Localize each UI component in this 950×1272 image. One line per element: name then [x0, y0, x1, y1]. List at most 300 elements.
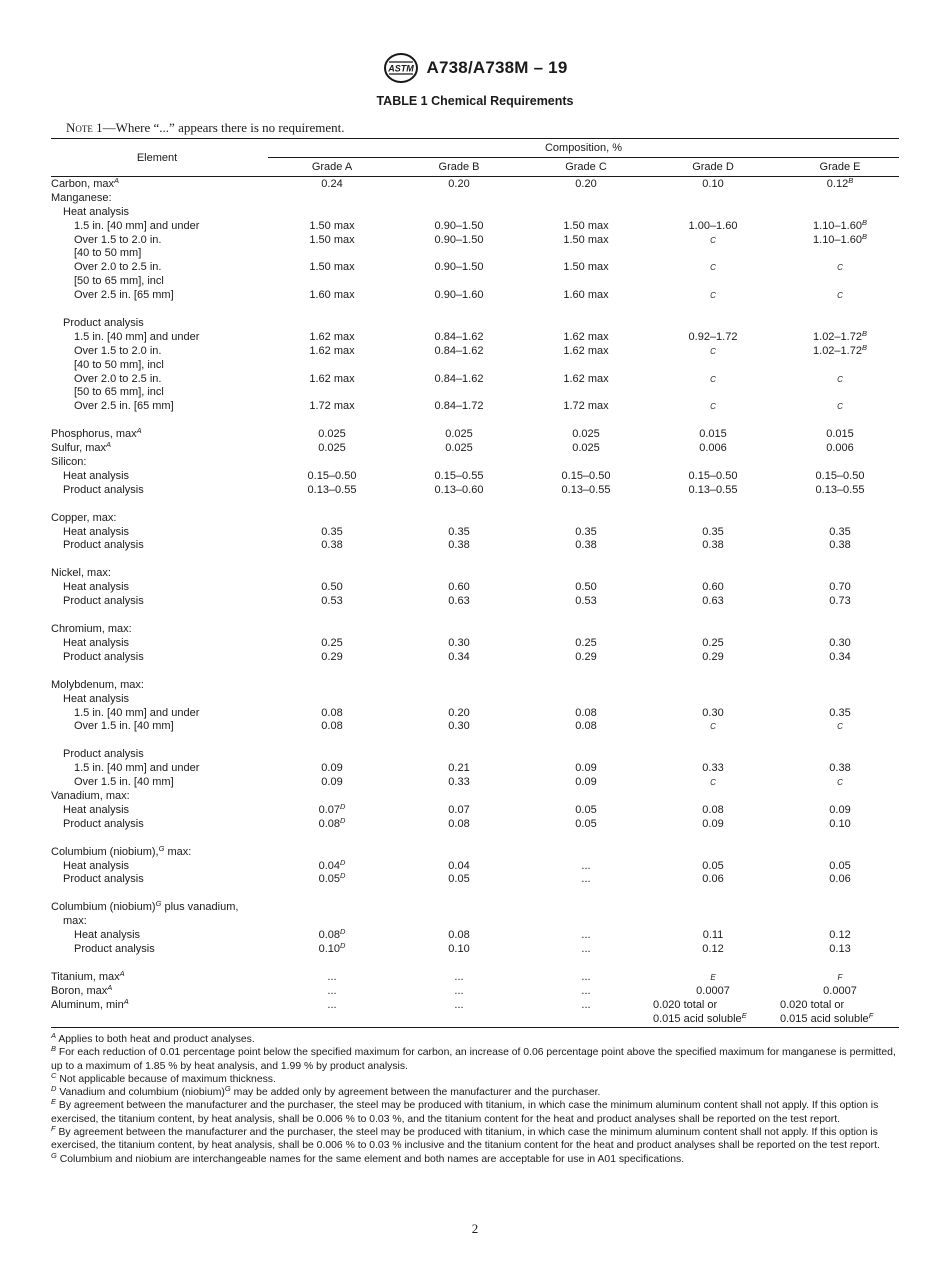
grade-d-cell — [653, 929, 773, 943]
row-label — [74, 234, 161, 248]
grade-d-cell — [653, 804, 773, 818]
grade-b-cell — [399, 345, 519, 359]
cell-value: 0.35 — [448, 525, 470, 538]
grade-c-cell — [526, 484, 646, 498]
footnote-mark: G — [51, 1150, 57, 1160]
cell-value: ... — [581, 929, 591, 942]
cell-value: 0.05 — [318, 873, 340, 886]
table-row — [0, 526, 950, 540]
grade-d-cell — [653, 331, 773, 345]
table-row — [0, 342, 950, 359]
row-label — [74, 331, 199, 345]
cell-value: ... — [581, 942, 591, 955]
grade-a-cell — [272, 428, 392, 442]
table-row — [0, 231, 950, 248]
grade-c-cell — [526, 428, 646, 442]
row-label-text: Product analysis — [63, 650, 144, 663]
grade-a-cell — [272, 220, 392, 234]
footnote-text: Applies to both heat and product analyses. — [58, 1034, 255, 1045]
footnote-ref: B — [861, 342, 867, 352]
cell-value: 0.04 — [318, 859, 340, 872]
cell-value: 0.05 — [575, 817, 597, 830]
grade-c-cell — [526, 985, 646, 999]
row-label — [51, 623, 132, 637]
footnote-ref: D — [340, 801, 346, 811]
grade-b-cell — [399, 442, 519, 456]
row-label — [63, 539, 144, 553]
grade-b-cell — [399, 261, 519, 275]
cell-value: 0.0007 — [696, 984, 730, 997]
table-row — [0, 637, 950, 651]
row-label — [74, 386, 164, 400]
row-label — [51, 968, 125, 985]
grade-c-cell — [526, 178, 646, 192]
grade-d-cell — [653, 234, 773, 248]
row-label-text: Product analysis — [63, 748, 144, 761]
astm-logo-icon — [383, 52, 419, 84]
grade-e-cell — [780, 651, 900, 665]
cell-value: 0.38 — [575, 539, 597, 552]
grade-d-cell — [653, 470, 773, 484]
cell-value: 0.25 — [321, 636, 343, 649]
cell-value: 0.30 — [448, 720, 470, 733]
row-label-text: max: — [63, 915, 87, 928]
row-label-text: Boron, max — [51, 984, 108, 997]
row-label-suffix: plus vanadium, — [161, 901, 239, 914]
cell-value: 0.30 — [448, 636, 470, 649]
row-label-text: Carbon, max — [51, 178, 114, 190]
cell-value: 0.53 — [321, 595, 343, 608]
row-label — [51, 192, 112, 206]
grade-a-cell — [272, 776, 392, 790]
footnotes — [51, 1033, 900, 1166]
footnote-ref: C — [837, 402, 843, 412]
row-label — [51, 679, 144, 693]
row-label-text: Over 1.5 in. [40 mm] — [74, 720, 174, 733]
row-label-text: Sulfur, max — [51, 442, 107, 455]
grade-b-cell — [399, 929, 519, 943]
cell-value: 1.50 max — [563, 261, 609, 274]
grade-c-cell — [526, 873, 646, 887]
row-label — [63, 206, 129, 220]
grade-b-cell — [399, 707, 519, 721]
cell-value: 0.33 — [702, 762, 724, 775]
cell-value: 0.90–1.50 — [434, 261, 484, 274]
cell-value: ... — [581, 998, 591, 1011]
grade-a-cell — [272, 470, 392, 484]
row-label — [63, 873, 144, 887]
cell-value: 0.15–0.50 — [561, 469, 611, 482]
table-row — [0, 373, 950, 387]
grade-a-cell — [272, 581, 392, 595]
logo-text: ASTM — [387, 63, 414, 74]
grade-e-cell — [780, 484, 900, 498]
grade-b-cell — [399, 776, 519, 790]
table-row — [0, 261, 950, 275]
footnote-mark: A — [51, 1031, 57, 1040]
row-label — [51, 456, 86, 470]
grade-c-cell — [526, 971, 646, 985]
row-label — [74, 762, 199, 776]
row-label-text: Vanadium, max: — [51, 789, 130, 802]
footnote-e — [51, 1099, 900, 1126]
cell-value: 0.25 — [702, 636, 724, 649]
row-label — [74, 929, 140, 943]
table-row — [0, 651, 950, 665]
cell-value: 0.015 acid soluble — [653, 1012, 742, 1025]
row-label-text: Product analysis — [74, 942, 155, 955]
cell-value: 0.05 — [448, 873, 470, 886]
grade-b-cell — [399, 762, 519, 776]
table-row — [0, 328, 950, 345]
grade-c-cell — [526, 720, 646, 734]
footnote-text: Columbium and niobium are interchangeable names for the same element and both names are acceptable for use in A01 specifications. — [59, 1153, 685, 1165]
grade-b-cell — [399, 985, 519, 999]
grade-b-cell — [399, 428, 519, 442]
footnote-ref: A — [113, 176, 119, 185]
cell-value: 0.11 — [702, 929, 724, 942]
row-label-text: 1.5 in. [40 mm] and under — [74, 762, 200, 775]
table-row — [0, 217, 950, 234]
footnote-text: By agreement between the manufacturer and the purchaser, the steel may be produced with titanium, in which case the minimum aluminum content shall not apply. If this option is exercised, the titanium content, by heat analysis, shall be 0.006 % to 0.03 % inclusive and the titanium content for the heat and product analyses shall be reported on the test report. — [51, 1127, 880, 1152]
table-row — [0, 857, 950, 874]
row-label-text: Copper, max: — [51, 511, 117, 524]
table-title: TABLE 1 Chemical Requirements — [376, 94, 574, 108]
row-label — [51, 843, 192, 860]
cell-value: 0.08 — [702, 803, 724, 816]
cell-value: 0.84–1.72 — [434, 400, 484, 413]
cell-value: 0.20 — [448, 178, 470, 190]
cell-value: 1.50 max — [563, 219, 609, 232]
cell-value: 0.10 — [318, 942, 340, 955]
cell-value: 0.12 — [826, 178, 849, 190]
grade-b-cell — [399, 595, 519, 609]
footnote-ref: A — [107, 982, 113, 992]
grade-b-cell — [399, 637, 519, 651]
row-label — [51, 512, 116, 526]
grade-d-cell — [653, 776, 773, 790]
grade-b-cell — [399, 400, 519, 414]
grade-e-cell — [780, 231, 900, 248]
table-row — [0, 386, 950, 400]
cell-value: 0.15–0.50 — [815, 469, 865, 482]
row-spacer — [0, 303, 950, 317]
row-label-text: Heat analysis — [63, 803, 130, 816]
table-row — [0, 929, 950, 943]
grade-d-cell — [653, 595, 773, 609]
grade-a-cell — [272, 651, 392, 665]
grade-e-cell — [780, 637, 900, 651]
cell-value: 1.50 max — [563, 233, 609, 246]
cell-value: ... — [581, 984, 591, 997]
row-label-text: Heat analysis — [63, 636, 130, 649]
table-row — [0, 915, 950, 929]
footnote-ref: C — [710, 263, 716, 273]
grade-c-cell — [526, 442, 646, 456]
grade-a-cell — [272, 484, 392, 498]
row-label-text: Over 1.5 to 2.0 in. — [74, 233, 162, 246]
grade-e-cell — [780, 595, 900, 609]
footnote-ref: E — [710, 972, 716, 982]
row-label — [74, 289, 174, 303]
grade-a-cell — [272, 373, 392, 387]
cell-value: 0.35 — [829, 525, 851, 538]
grade-a-header: Grade A — [311, 161, 353, 173]
row-spacer — [0, 832, 950, 846]
table-row — [0, 707, 950, 721]
row-label-text: Product analysis — [63, 317, 144, 330]
table-row — [0, 595, 950, 609]
table-row — [0, 317, 950, 331]
cell-value: 0.04 — [448, 859, 470, 872]
grade-d-cell — [653, 178, 773, 192]
cell-value: 0.38 — [829, 762, 851, 775]
grade-e-cell — [780, 1010, 906, 1027]
grade-b-cell — [399, 484, 519, 498]
cell-value: 0.84–1.62 — [434, 344, 484, 357]
grade-b-cell — [399, 526, 519, 540]
footnote-ref: B — [861, 231, 867, 241]
cell-value: 0.13–0.55 — [561, 483, 611, 496]
cell-value: 0.12 — [702, 942, 724, 955]
table-row — [0, 901, 950, 915]
row-label — [51, 790, 130, 804]
cell-value: 0.29 — [702, 650, 724, 663]
grade-e-cell — [780, 762, 900, 776]
footnote-ref: C — [837, 722, 843, 732]
grade-a-cell — [272, 331, 392, 345]
cell-value: 0.53 — [575, 595, 597, 608]
footnote-ref: F — [837, 972, 843, 982]
table-row — [0, 456, 950, 470]
grade-c-cell — [526, 999, 646, 1013]
row-label — [63, 595, 144, 609]
row-label-text: Over 2.0 to 2.5 in. — [74, 372, 162, 385]
cell-value: 1.50 max — [309, 219, 355, 232]
page-number: 2 — [471, 1221, 479, 1236]
grade-c-cell — [526, 776, 646, 790]
cell-value: 1.62 max — [309, 372, 355, 385]
grade-e-cell — [780, 873, 900, 887]
cell-value: 0.38 — [702, 539, 724, 552]
cell-value: 0.60 — [702, 581, 724, 594]
cell-value: 0.015 — [826, 428, 854, 441]
footnote-ref: C — [837, 263, 843, 273]
table-row — [0, 567, 950, 581]
row-label — [63, 581, 129, 595]
cell-value: 0.73 — [829, 595, 851, 608]
cell-value: 0.38 — [829, 539, 851, 552]
footnote-ref: A — [106, 440, 112, 450]
cell-value: 0.015 — [699, 428, 727, 441]
grade-c-cell — [526, 373, 646, 387]
cell-value: 0.29 — [575, 650, 597, 663]
row-label-text: Over 2.5 in. [65 mm] — [74, 400, 174, 413]
grade-d-cell — [653, 818, 773, 832]
row-label-text: 1.5 in. [40 mm] and under — [74, 330, 200, 343]
row-label-text: Over 1.5 to 2.0 in. — [74, 344, 162, 357]
grade-e-cell — [780, 442, 900, 456]
footnote-ref: D — [340, 871, 346, 881]
footnote-ref: G — [155, 899, 162, 909]
table-note — [66, 120, 344, 136]
cell-value: 0.025 — [318, 428, 346, 441]
cell-value: 0.10 — [829, 817, 851, 830]
footnote-ref: E — [741, 1010, 747, 1020]
row-label — [74, 275, 164, 289]
row-label-text: Columbium (niobium) — [51, 901, 156, 914]
row-label — [63, 526, 129, 540]
grade-d-cell — [653, 539, 773, 553]
cell-value: 0.13–0.55 — [815, 483, 865, 496]
grade-b-cell — [399, 651, 519, 665]
grade-a-cell — [272, 178, 392, 192]
grade-b-cell — [399, 860, 519, 874]
footnote-ref: C — [710, 778, 716, 788]
cell-value: ... — [454, 998, 464, 1011]
grade-c-cell — [526, 526, 646, 540]
cell-value: 1.00–1.60 — [688, 219, 738, 232]
table-row — [0, 762, 950, 776]
grade-e-cell — [780, 400, 900, 414]
cell-value: 0.09 — [575, 776, 597, 789]
row-label-suffix: max: — [164, 845, 192, 858]
table-top-rule — [51, 138, 899, 139]
cell-value: 1.60 max — [309, 289, 355, 302]
grade-c-cell — [526, 804, 646, 818]
cell-value: 0.025 — [445, 442, 473, 455]
row-label — [63, 693, 129, 707]
row-label — [63, 804, 129, 818]
cell-value: 0.07 — [448, 803, 470, 816]
grade-c-cell — [526, 637, 646, 651]
cell-value: 1.62 max — [309, 330, 355, 343]
row-label-text: [40 to 50 mm] — [74, 247, 142, 260]
grade-a-cell — [272, 637, 392, 651]
cell-value: ... — [581, 859, 591, 872]
cell-value: 0.025 — [318, 442, 346, 455]
row-label — [51, 982, 113, 999]
row-label — [63, 637, 129, 651]
row-label — [74, 400, 174, 414]
cell-value: 0.020 total or — [653, 998, 718, 1011]
footnote-ref: C — [710, 235, 716, 245]
cell-value: 0.35 — [702, 525, 724, 538]
grade-e-cell — [780, 720, 900, 734]
row-label — [74, 707, 199, 721]
grade-d-cell — [653, 442, 773, 456]
cell-value: 0.63 — [448, 595, 470, 608]
cell-value: 1.62 max — [309, 344, 355, 357]
footnote-mark: G — [224, 1084, 231, 1094]
cell-value: 0.10 — [702, 178, 724, 190]
grade-b-cell — [399, 539, 519, 553]
footnote-ref: D — [340, 940, 346, 950]
table-row — [0, 192, 950, 206]
row-label-text: Product analysis — [63, 539, 144, 552]
footnote-ref: C — [837, 778, 843, 788]
grade-a-cell — [272, 539, 392, 553]
row-label — [51, 178, 119, 192]
row-spacer — [0, 957, 950, 971]
cell-value: 0.006 — [826, 442, 854, 455]
grade-b-cell — [399, 178, 519, 192]
row-label-text: Columbium (niobium), — [51, 845, 159, 858]
cell-value: 0.34 — [829, 650, 851, 663]
grade-a-cell — [272, 720, 392, 734]
row-label-text: Heat analysis — [74, 929, 141, 942]
note-prefix: Note 1 — [66, 120, 103, 135]
table-row — [0, 400, 950, 414]
grade-b-cell — [399, 331, 519, 345]
cell-value: 0.15–0.50 — [307, 469, 357, 482]
grade-d-cell — [653, 985, 773, 999]
grade-d-cell — [653, 345, 773, 359]
footnote-ref: C — [710, 722, 716, 732]
footnote-ref: A — [123, 996, 129, 1006]
grade-c-cell — [526, 818, 646, 832]
cell-value: 0.08 — [318, 817, 340, 830]
row-spacer — [0, 414, 950, 428]
grade-a-cell — [272, 442, 392, 456]
cell-value: 0.35 — [575, 525, 597, 538]
grade-d-cell — [653, 943, 773, 957]
row-label-text: Aluminum, min — [51, 998, 124, 1011]
grade-d-cell — [653, 484, 773, 498]
grade-b-cell — [399, 470, 519, 484]
footnote-text: may be added only by agreement between the manufacturer and the purchaser. — [230, 1087, 601, 1099]
table-bottom-rule — [51, 1027, 899, 1028]
grade-d-cell — [653, 999, 779, 1013]
grade-d-cell — [653, 526, 773, 540]
cell-value: ... — [581, 873, 591, 886]
table-row — [0, 801, 950, 818]
cell-value: 0.06 — [702, 873, 724, 886]
cell-value: ... — [454, 970, 464, 983]
row-label — [51, 901, 238, 915]
row-label — [63, 915, 87, 929]
table-row — [0, 982, 950, 999]
row-label-text: Over 2.0 to 2.5 in. — [74, 261, 162, 274]
grade-a-cell — [272, 345, 392, 359]
grade-d-cell — [653, 971, 773, 985]
grade-c-cell — [526, 595, 646, 609]
grade-d-cell — [653, 261, 773, 275]
grade-d-cell — [653, 707, 773, 721]
table-row — [0, 843, 950, 860]
row-label-text: [50 to 65 mm], incl — [74, 386, 164, 399]
row-label-text: Heat analysis — [63, 859, 130, 872]
grade-c-cell — [526, 331, 646, 345]
document-header — [0, 52, 950, 84]
cell-value: 1.10–1.60 — [813, 233, 862, 246]
cell-value: 0.50 — [321, 581, 343, 594]
footnote-ref: C — [837, 291, 843, 301]
footnote-ref: F — [868, 1010, 874, 1020]
grade-b-cell — [399, 943, 519, 957]
footnote-text: By agreement between the manufacturer and the purchaser, the steel may be produced with titanium, in which case the minimum aluminum content shall not apply. If this option is exercised, the titanium content, by heat analysis, shall be 0.006 % to 0.03 %, and the titanium content for the heat and product analyses shall be reported on the test report. — [51, 1100, 879, 1125]
table-row — [0, 968, 950, 985]
row-label — [74, 943, 155, 957]
grade-b-cell — [399, 234, 519, 248]
grade-e-cell — [780, 328, 900, 345]
cell-value: 0.38 — [448, 539, 470, 552]
table-row — [0, 428, 950, 442]
cell-value: 1.10–1.60 — [813, 219, 862, 232]
row-label-text: Phosphorus, max — [51, 428, 137, 441]
grade-a-cell — [272, 940, 392, 957]
grade-a-cell — [272, 595, 392, 609]
